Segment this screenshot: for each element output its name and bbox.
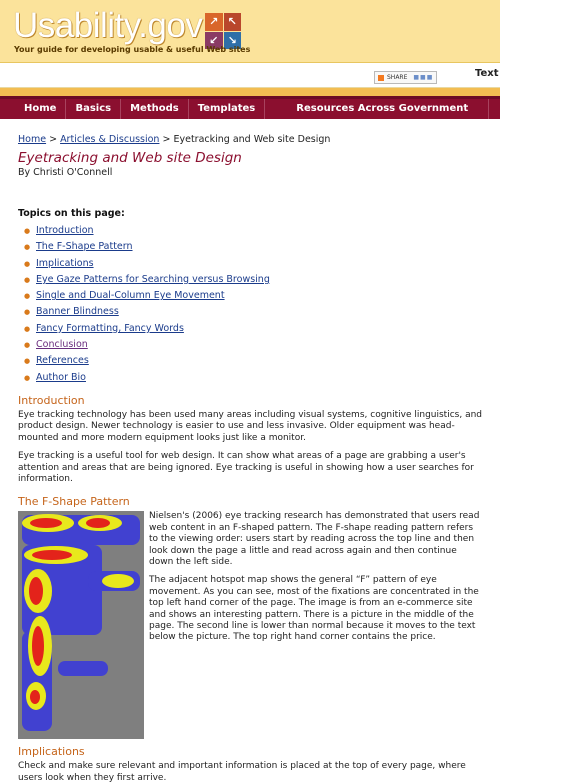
topic-link[interactable]: References — [36, 355, 89, 367]
topic-link[interactable]: Single and Dual-Column Eye Movement — [36, 290, 225, 302]
breadcrumb: Home > Articles & Discussion > Eyetracking and Web site Design — [18, 134, 331, 145]
f-shape-paragraph-2: The adjacent hotspot map shows the general “F” pattern of eye movement. As you can see, most of the fixations are concentrated in the top left hand corner of the page. The image is from an e-commerce site and shows an interesting pattern. There is a picture in the middle of the page. The second line is lower than normal because it moves to the text below the picture. The top right hand corner contains the price. — [149, 575, 479, 643]
eyetracking-heatmap-image — [18, 511, 144, 739]
nav-item-basics[interactable]: Basics — [66, 99, 121, 119]
share-icon — [378, 75, 384, 81]
list-item — [18, 304, 482, 320]
section-heading-introduction: Introduction — [18, 393, 85, 407]
main-content — [0, 134, 500, 784]
header-divider — [0, 88, 500, 96]
intro-paragraph-2: Eye tracking is a useful tool for web design. It can show what areas of a page are grabbing a user's attention and areas that are being ignored. Eye tracking is useful in showing how a user searches for information. — [18, 451, 474, 484]
topic-link[interactable]: Introduction — [36, 225, 94, 236]
f-shape-text — [144, 511, 482, 739]
page-title: Eyetracking and Web site Design — [18, 150, 242, 166]
nav-item-methods[interactable]: Methods — [121, 99, 189, 119]
site-tagline: Your guide for developing usable & useful Web sites — [14, 45, 251, 54]
topic-link[interactable]: Conclusion — [36, 339, 88, 351]
topic-link[interactable]: Eye Gaze Patterns for Searching versus Browsing — [36, 273, 270, 285]
text-only-link[interactable]: Text — [475, 68, 499, 79]
breadcrumb-current: Eyetracking and Web site Design — [173, 134, 331, 145]
topics-list — [18, 223, 482, 386]
share-button[interactable]: SHARE ■■■ — [374, 71, 437, 84]
nav-item-home[interactable]: Home — [0, 99, 66, 119]
section-heading-f-shape: The F-Shape Pattern — [18, 495, 130, 509]
intro-paragraph-1: Eye tracking technology has been used many areas including visual systems, cognitive linguistics, and product design. Newer technology is easier to use and less invasive. Older equipment was head-mounted and more modern equipment looks just like a monitor. — [18, 409, 482, 443]
list-item — [18, 321, 482, 337]
list-item — [18, 239, 482, 255]
list-item — [18, 353, 482, 369]
breadcrumb-articles-link[interactable]: Articles & Discussion — [60, 134, 160, 145]
nav-item-articles[interactable]: Articles & — [504, 103, 560, 114]
breadcrumb-home-link[interactable]: Home — [18, 134, 47, 145]
main-nav — [0, 96, 560, 119]
author-byline: By Christi O'Connell — [18, 167, 113, 178]
topic-link[interactable]: Fancy Formatting, Fancy Words — [36, 322, 184, 334]
site-logo-title[interactable]: Usability.gov — [13, 6, 203, 45]
site-header — [0, 0, 500, 63]
list-item — [18, 337, 482, 353]
f-shape-section — [18, 511, 482, 739]
utility-bar — [0, 63, 500, 88]
nav-item-templates[interactable]: Templates — [189, 99, 266, 119]
topic-link[interactable]: Banner Blindness — [36, 306, 119, 318]
list-item — [18, 223, 482, 239]
f-shape-paragraph-1: Nielsen's (2006) eye tracking research has demonstrated that users read web content in an F-shaped pattern. The F-shape reading pattern refers to the viewing order: users start by reading across the top line and then look down the page a little and read across again and then continue down the left side. — [149, 511, 480, 568]
topic-link[interactable]: The F-Shape Pattern — [36, 241, 133, 253]
implications-paragraph-1: Check and make sure relevant and important information is placed at the top of every page, where users look when they first arrive. — [18, 761, 466, 783]
list-item — [18, 272, 482, 288]
social-icons: ■■■ — [413, 74, 434, 81]
list-item — [18, 256, 482, 272]
section-heading-implications: Implications — [18, 745, 85, 759]
topic-link[interactable]: Implications — [36, 257, 94, 269]
topics-heading: Topics on this page: — [18, 208, 125, 219]
nav-item-resources[interactable]: Resources Across Government — [265, 99, 489, 119]
logo-arrows-icon: ↗ ↖ ↙ ↘ — [205, 13, 241, 49]
list-item — [18, 288, 482, 304]
topic-link[interactable]: Author Bio — [36, 371, 86, 383]
list-item — [18, 370, 482, 386]
